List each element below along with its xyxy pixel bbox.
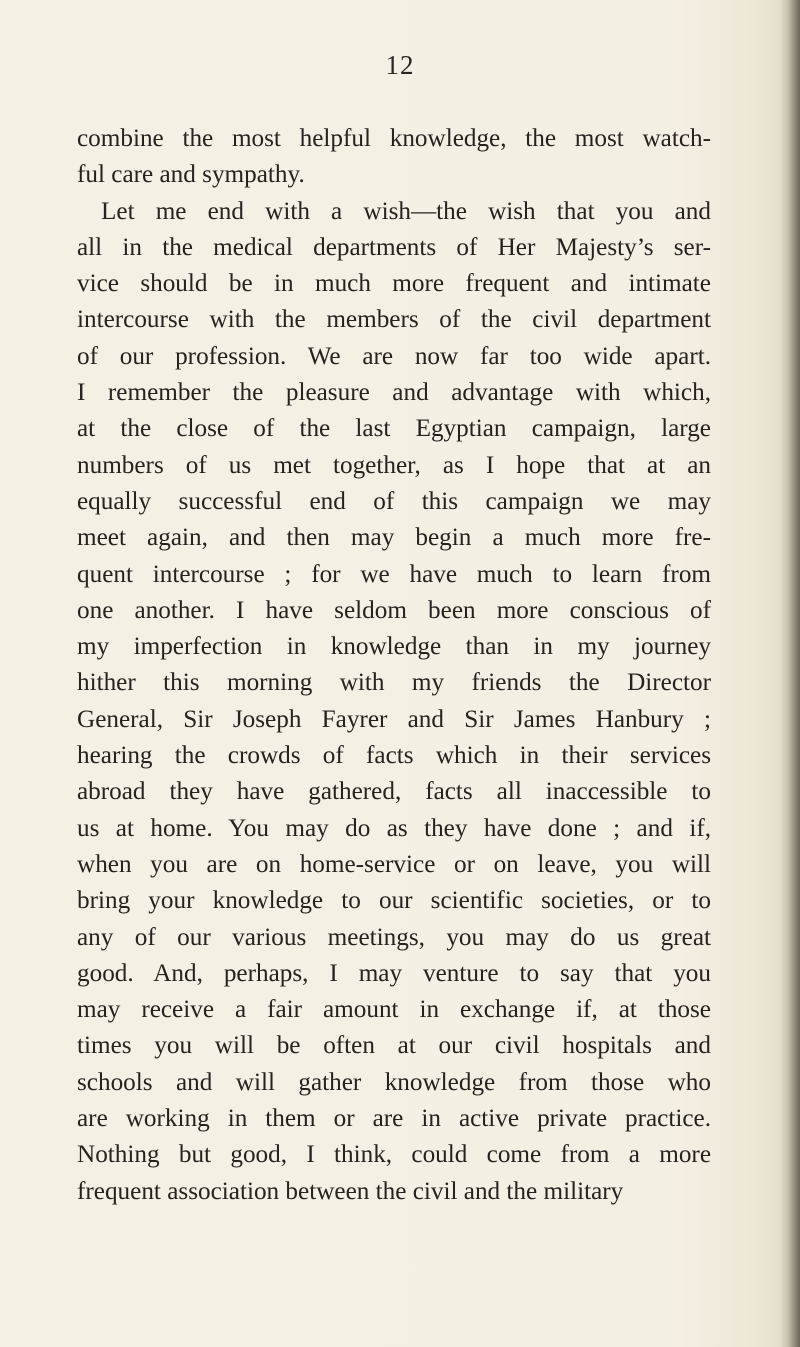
- text-line: at the close of the last Egyptian campaign, large: [77, 415, 711, 443]
- page-edge-shadow: [780, 0, 800, 1347]
- text-line: intercourse with the members of the civil department: [77, 306, 711, 334]
- text-line: hither this morning with my friends the Director: [77, 669, 711, 697]
- text-line: are working in them or are in active private practice.: [77, 1105, 711, 1133]
- text-line: Nothing but good, I think, could come from a more: [77, 1141, 711, 1169]
- text-line: one another. I have seldom been more conscious of: [77, 596, 711, 624]
- text-line: may receive a fair amount in exchange if, at those: [77, 996, 711, 1024]
- text-line: my imperfection in knowledge than in my journey: [77, 633, 711, 661]
- text-line: numbers of us met together, as I hope that at an: [77, 451, 711, 479]
- text-line: bring your knowledge to our scientific societies, or to: [77, 887, 711, 915]
- text-line: of our profession. We are now far too wide apart.: [77, 342, 711, 370]
- text-line: abroad they have gathered, facts all inaccessible to: [77, 778, 711, 806]
- body-text: [77, 121, 711, 1210]
- text-line: General, Sir Joseph Fayrer and Sir James Hanbury ;: [77, 705, 711, 733]
- text-line: when you are on home-service or on leave, you will: [77, 850, 711, 878]
- text-line: meet again, and then may begin a much more fre-: [77, 524, 711, 552]
- text-line: I remember the pleasure and advantage with which,: [77, 379, 711, 407]
- text-line: Let me end with a wish—the wish that you and: [101, 197, 711, 225]
- text-line: combine the most helpful knowledge, the most watch-: [77, 125, 711, 152]
- text-line: ful care and sympathy.: [77, 161, 305, 189]
- text-line: all in the medical departments of Her Majesty’s ser-: [77, 233, 711, 261]
- text-line: us at home. You may do as they have done ; and if,: [77, 814, 711, 842]
- text-line: schools and will gather knowledge from those who: [77, 1068, 711, 1096]
- text-line: times you will be often at our civil hospitals and: [77, 1032, 711, 1060]
- text-line: any of our various meetings, you may do us great: [77, 923, 711, 951]
- text-line: good. And, perhaps, I may venture to say that you: [77, 959, 711, 987]
- text-line: quent intercourse ; for we have much to learn from: [77, 560, 711, 588]
- text-line: equally successful end of this campaign we may: [77, 487, 711, 515]
- text-line: frequent association between the civil and the military: [77, 1177, 624, 1205]
- page-number: 12: [385, 50, 415, 80]
- text-line: hearing the crowds of facts which in their services: [77, 742, 711, 770]
- text-line: vice should be in much more frequent and intimate: [77, 270, 711, 298]
